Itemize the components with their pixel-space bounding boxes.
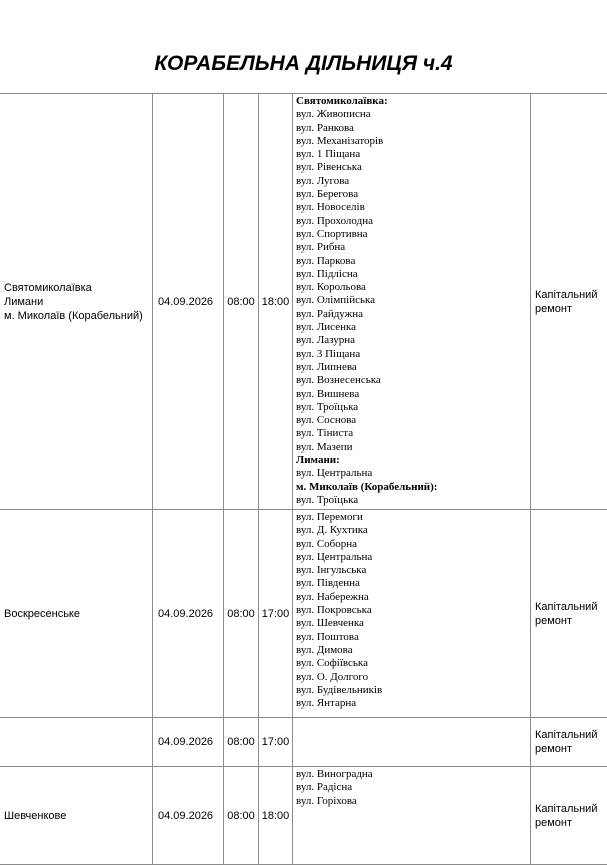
street-item: вул. Берегова bbox=[296, 188, 530, 201]
work-type-line: ремонт bbox=[535, 742, 607, 756]
date-cell: 04.09.2026 bbox=[153, 510, 224, 718]
settlement-header: м. Миколаїв (Корабельний): bbox=[296, 481, 530, 494]
settlement-header: Лимани: bbox=[296, 454, 530, 467]
table-row bbox=[0, 510, 607, 718]
street-item: вул. Радісна bbox=[296, 781, 530, 794]
street-item: вул. Ранкова bbox=[296, 122, 530, 135]
street-item: вул. Мазепи bbox=[296, 441, 530, 454]
streets-cell bbox=[293, 94, 531, 510]
end-time-cell: 18:00 bbox=[259, 767, 293, 865]
street-item: вул. Лугова bbox=[296, 175, 530, 188]
date-cell: 04.09.2026 bbox=[153, 94, 224, 510]
street-item: вул. Покровська bbox=[296, 604, 530, 617]
street-item: вул. Олімпійська bbox=[296, 294, 530, 307]
street-item: вул. Паркова bbox=[296, 255, 530, 268]
area-name: Воскресенське bbox=[4, 607, 152, 621]
table-row bbox=[0, 94, 607, 510]
street-item: вул. Лисенка bbox=[296, 321, 530, 334]
area-cell bbox=[0, 718, 153, 767]
street-item: вул. Набережна bbox=[296, 591, 530, 604]
work-type-line: Капітальний bbox=[535, 802, 607, 816]
street-item: вул. Інгульська bbox=[296, 564, 530, 577]
street-item: вул. Рибна bbox=[296, 241, 530, 254]
street-item: вул. Янтарна bbox=[296, 697, 530, 710]
street-item: вул. Виноградна bbox=[296, 768, 530, 781]
street-item: вул. Центральна bbox=[296, 551, 530, 564]
street-item: вул. 3 Піщана bbox=[296, 348, 530, 361]
start-time-cell: 08:00 bbox=[224, 718, 259, 767]
street-item: вул. Перемоги bbox=[296, 511, 530, 524]
street-item: вул. Живописна bbox=[296, 108, 530, 121]
streets-cell bbox=[293, 510, 531, 718]
street-item: вул. Новоселів bbox=[296, 201, 530, 214]
street-item: вул. Тіниста bbox=[296, 427, 530, 440]
work-type-cell bbox=[531, 767, 607, 865]
work-type-line: Капітальний bbox=[535, 288, 607, 302]
street-item: вул. Софіївська bbox=[296, 657, 530, 670]
area-name: Шевченкове bbox=[4, 809, 152, 823]
work-type-cell bbox=[531, 510, 607, 718]
street-item: вул. Вознесенська bbox=[296, 374, 530, 387]
street-item: вул. 1 Піщана bbox=[296, 148, 530, 161]
area-cell bbox=[0, 767, 153, 865]
work-type-line: Капітальний bbox=[535, 600, 607, 614]
street-item: вул. Липнева bbox=[296, 361, 530, 374]
work-type-line: ремонт bbox=[535, 614, 607, 628]
street-item: вул. Соснова bbox=[296, 414, 530, 427]
end-time-cell: 17:00 bbox=[259, 718, 293, 767]
street-item: вул. Райдужна bbox=[296, 308, 530, 321]
street-item: вул. Підлісна bbox=[296, 268, 530, 281]
page-title: КОРАБЕЛЬНА ДІЛЬНИЦЯ ч.4 bbox=[0, 52, 607, 76]
street-item: вул. Шевченка bbox=[296, 617, 530, 630]
area-name: Святомиколаївка bbox=[4, 281, 152, 295]
street-item: вул. Д. Кухтика bbox=[296, 524, 530, 537]
street-item: вул. Вишнева bbox=[296, 388, 530, 401]
table-row bbox=[0, 718, 607, 767]
streets-cell bbox=[293, 718, 531, 767]
street-item: вул. Троїцька bbox=[296, 401, 530, 414]
table-row bbox=[0, 767, 607, 865]
street-item: вул. Південна bbox=[296, 577, 530, 590]
date-cell: 04.09.2026 bbox=[153, 718, 224, 767]
area-cell bbox=[0, 510, 153, 718]
street-item: вул. Прохолодна bbox=[296, 215, 530, 228]
street-item: вул. О. Долгого bbox=[296, 671, 530, 684]
start-time-cell: 08:00 bbox=[224, 767, 259, 865]
work-type-line: Капітальний bbox=[535, 728, 607, 742]
street-item: вул. Механізаторів bbox=[296, 135, 530, 148]
street-item: вул. Поштова bbox=[296, 631, 530, 644]
work-type-line: ремонт bbox=[535, 302, 607, 316]
work-type-line: ремонт bbox=[535, 816, 607, 830]
end-time-cell: 18:00 bbox=[259, 94, 293, 510]
work-type-cell bbox=[531, 94, 607, 510]
area-cell bbox=[0, 94, 153, 510]
street-item: вул. Спортивна bbox=[296, 228, 530, 241]
street-item: вул. Соборна bbox=[296, 538, 530, 551]
street-item: вул. Рівенська bbox=[296, 161, 530, 174]
streets-cell bbox=[293, 767, 531, 865]
start-time-cell: 08:00 bbox=[224, 94, 259, 510]
settlement-header: Святомиколаївка: bbox=[296, 95, 530, 108]
start-time-cell: 08:00 bbox=[224, 510, 259, 718]
street-item: вул. Троїцька bbox=[296, 494, 530, 507]
street-item: вул. Горіхова bbox=[296, 795, 530, 808]
outage-schedule-table bbox=[0, 93, 607, 865]
street-item: вул. Центральна bbox=[296, 467, 530, 480]
work-type-cell bbox=[531, 718, 607, 767]
street-item: вул. Корольова bbox=[296, 281, 530, 294]
street-item: вул. Лазурна bbox=[296, 334, 530, 347]
area-name: м. Миколаїв (Корабельний) bbox=[4, 309, 152, 323]
street-item: вул. Будівельників bbox=[296, 684, 530, 697]
area-name: Лимани bbox=[4, 295, 152, 309]
end-time-cell: 17:00 bbox=[259, 510, 293, 718]
street-item: вул. Димова bbox=[296, 644, 530, 657]
date-cell: 04.09.2026 bbox=[153, 767, 224, 865]
